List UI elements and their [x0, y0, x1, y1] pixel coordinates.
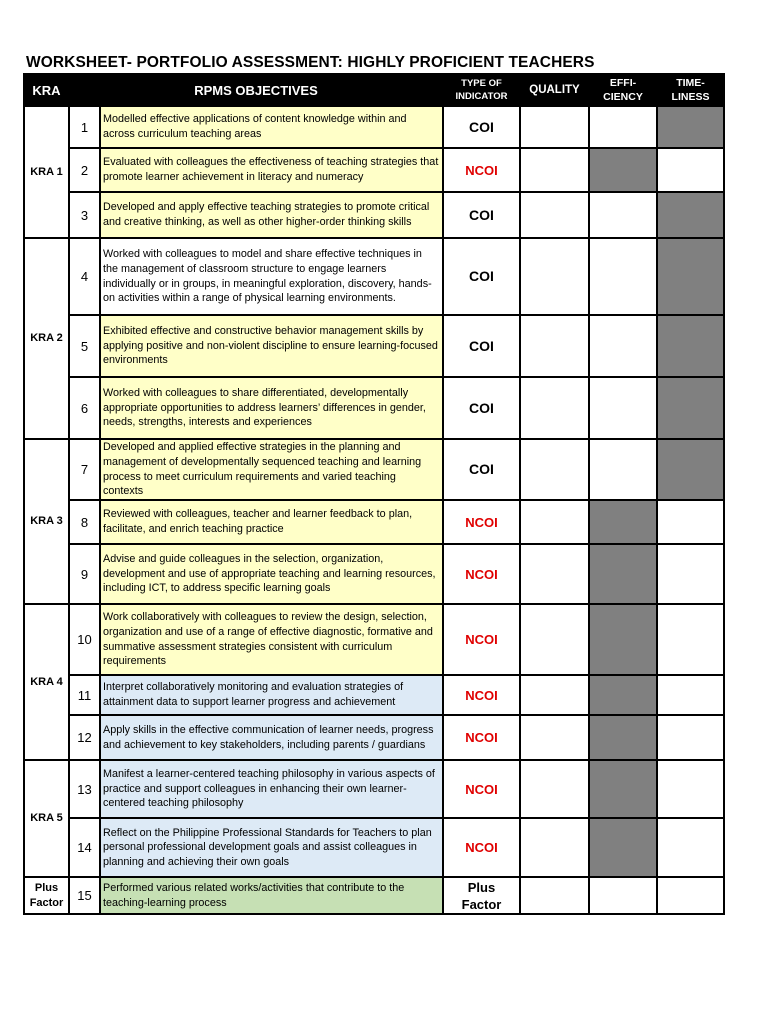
timeliness-cell[interactable] — [657, 148, 724, 192]
objective-text: Work collaboratively with colleagues to review the design, selection, organization and use of a range of effective diagnostic, formative and summative assessment strategies consistent with curriculum requirements — [100, 604, 443, 675]
efficiency-cell[interactable] — [589, 315, 657, 377]
efficiency-cell[interactable] — [589, 238, 657, 315]
quality-cell[interactable] — [520, 106, 589, 148]
table-row — [24, 715, 724, 760]
timeliness-cell-shaded — [657, 192, 724, 238]
quality-cell[interactable] — [520, 818, 589, 877]
indicator-type: NCOI — [443, 500, 520, 544]
efficiency-cell-shaded — [589, 544, 657, 604]
header-timeliness-line2: LINESS — [671, 91, 710, 103]
header-kra: KRA — [24, 74, 69, 106]
indicator-type: COI — [443, 106, 520, 148]
indicator-type: COI — [443, 238, 520, 315]
table-row — [24, 760, 724, 818]
type-plus-line1: Plus — [467, 879, 496, 895]
table-row — [24, 439, 724, 500]
kra-label-plus-factor — [24, 877, 69, 914]
kra-label: KRA 4 — [24, 604, 69, 760]
timeliness-cell-shaded — [657, 106, 724, 148]
objective-text: Exhibited effective and constructive behavior management skills by applying positive and non-violent discipline to ensure learning-focused environments — [100, 315, 443, 377]
objective-text: Performed various related works/activities that contribute to the teaching-learning process — [100, 877, 443, 914]
header-row — [24, 74, 724, 106]
table-row — [24, 675, 724, 715]
quality-cell[interactable] — [520, 604, 589, 675]
row-number: 12 — [69, 715, 100, 760]
quality-cell[interactable] — [520, 675, 589, 715]
row-number: 15 — [69, 877, 100, 914]
timeliness-cell[interactable] — [657, 544, 724, 604]
row-number: 4 — [69, 238, 100, 315]
table-row — [24, 192, 724, 238]
table-row — [24, 238, 724, 315]
efficiency-cell[interactable] — [589, 439, 657, 500]
header-timeliness — [657, 74, 724, 106]
quality-cell[interactable] — [520, 377, 589, 439]
indicator-type: NCOI — [443, 675, 520, 715]
efficiency-cell-shaded — [589, 604, 657, 675]
efficiency-cell-shaded — [589, 500, 657, 544]
row-number: 7 — [69, 439, 100, 500]
quality-cell[interactable] — [520, 148, 589, 192]
type-plus-line2: Factor — [461, 896, 502, 912]
objective-text: Developed and applied effective strategies in the planning and management of developmentally sequenced teaching and learning process to meet curriculum requirements and varied teaching contexts — [100, 439, 443, 500]
timeliness-cell[interactable] — [657, 675, 724, 715]
table-row — [24, 604, 724, 675]
indicator-type: NCOI — [443, 818, 520, 877]
table-row — [24, 877, 724, 914]
indicator-type: COI — [443, 315, 520, 377]
objective-text: Worked with colleagues to share differentiated, developmentally appropriate opportunities to address learners’ differences in gender, needs, strengths, interests and experiences — [100, 377, 443, 439]
timeliness-cell-shaded — [657, 377, 724, 439]
quality-cell[interactable] — [520, 439, 589, 500]
row-number: 10 — [69, 604, 100, 675]
header-type-line2: INDICATOR — [455, 91, 508, 102]
timeliness-cell[interactable] — [657, 818, 724, 877]
objective-text: Developed and apply effective teaching strategies to promote critical and creative thinking, as well as other higher-order thinking skills — [100, 192, 443, 238]
table-row — [24, 818, 724, 877]
header-type-line1: TYPE OF — [461, 78, 502, 89]
row-number: 14 — [69, 818, 100, 877]
objective-text: Interpret collaboratively monitoring and evaluation strategies of attainment data to support learner progress and achievement — [100, 675, 443, 715]
objective-text: Reviewed with colleagues, teacher and learner feedback to plan, facilitate, and enrich teaching practice — [100, 500, 443, 544]
indicator-type: NCOI — [443, 148, 520, 192]
objective-text: Advise and guide colleagues in the selection, organization, development and use of appropriate teaching and learning resources, including ICT, to address specific learning goals — [100, 544, 443, 604]
efficiency-cell[interactable] — [589, 377, 657, 439]
indicator-type: NCOI — [443, 760, 520, 818]
indicator-type: COI — [443, 377, 520, 439]
table-row — [24, 377, 724, 439]
header-efficiency-line1: EFFI- — [609, 77, 637, 89]
kra-plus-line1: Plus — [34, 881, 59, 894]
efficiency-cell-shaded — [589, 148, 657, 192]
quality-cell[interactable] — [520, 877, 589, 914]
row-number: 6 — [69, 377, 100, 439]
header-efficiency — [589, 74, 657, 106]
efficiency-cell-shaded — [589, 818, 657, 877]
indicator-type: COI — [443, 192, 520, 238]
portfolio-assessment-table — [23, 73, 725, 915]
indicator-type: NCOI — [443, 604, 520, 675]
timeliness-cell[interactable] — [657, 760, 724, 818]
quality-cell[interactable] — [520, 544, 589, 604]
efficiency-cell-shaded — [589, 760, 657, 818]
row-number: 9 — [69, 544, 100, 604]
row-number: 1 — [69, 106, 100, 148]
table-row — [24, 106, 724, 148]
timeliness-cell[interactable] — [657, 500, 724, 544]
objective-text: Worked with colleagues to model and share effective techniques in the management of classroom structure to engage learners individually or in groups, in meaningful exploration, discovery, hands-on activities within a range of physical learning environments. — [100, 238, 443, 315]
quality-cell[interactable] — [520, 715, 589, 760]
quality-cell[interactable] — [520, 238, 589, 315]
table-row — [24, 148, 724, 192]
timeliness-cell-shaded — [657, 315, 724, 377]
kra-label: KRA 5 — [24, 760, 69, 877]
timeliness-cell[interactable] — [657, 604, 724, 675]
indicator-type-plus-factor — [443, 877, 520, 914]
objective-text: Modelled effective applications of content knowledge within and across curriculum teaching areas — [100, 106, 443, 148]
objective-text: Reflect on the Philippine Professional Standards for Teachers to plan personal professional development goals and assist colleagues in planning and achieving their own goals — [100, 818, 443, 877]
timeliness-cell-shaded — [657, 439, 724, 500]
row-number: 11 — [69, 675, 100, 715]
indicator-type: NCOI — [443, 544, 520, 604]
header-timeliness-line1: TIME- — [676, 77, 705, 89]
quality-cell[interactable] — [520, 315, 589, 377]
row-number: 13 — [69, 760, 100, 818]
objective-text: Manifest a learner-centered teaching philosophy in various aspects of practice and support colleagues in enhancing their own learner-centered teaching philosophy — [100, 760, 443, 818]
timeliness-cell[interactable] — [657, 877, 724, 914]
table-row — [24, 500, 724, 544]
quality-cell[interactable] — [520, 760, 589, 818]
row-number: 8 — [69, 500, 100, 544]
efficiency-cell[interactable] — [589, 192, 657, 238]
objective-text: Evaluated with colleagues the effectiveness of teaching strategies that promote learner achievement in literacy and numeracy — [100, 148, 443, 192]
kra-label: KRA 3 — [24, 439, 69, 604]
quality-cell[interactable] — [520, 500, 589, 544]
header-efficiency-line2: CIENCY — [603, 91, 643, 103]
row-number: 5 — [69, 315, 100, 377]
efficiency-cell-shaded — [589, 675, 657, 715]
worksheet-title: WORKSHEET- PORTFOLIO ASSESSMENT: HIGHLY PROFICIENT TEACHERS — [26, 54, 595, 71]
timeliness-cell-shaded — [657, 238, 724, 315]
indicator-type: NCOI — [443, 715, 520, 760]
efficiency-cell[interactable] — [589, 877, 657, 914]
header-type-of-indicator — [443, 74, 520, 106]
efficiency-cell[interactable] — [589, 106, 657, 148]
kra-label: KRA 2 — [24, 238, 69, 439]
indicator-type: COI — [443, 439, 520, 500]
quality-cell[interactable] — [520, 192, 589, 238]
header-rpms-objectives: RPMS OBJECTIVES — [69, 74, 443, 106]
objective-text: Apply skills in the effective communication of learner needs, progress and achievement to key stakeholders, including parents / guardians — [100, 715, 443, 760]
table-row — [24, 544, 724, 604]
row-number: 3 — [69, 192, 100, 238]
timeliness-cell[interactable] — [657, 715, 724, 760]
kra-label: KRA 1 — [24, 106, 69, 238]
header-quality: QUALITY — [520, 74, 589, 106]
kra-plus-line2: Factor — [29, 896, 64, 909]
efficiency-cell-shaded — [589, 715, 657, 760]
table-row — [24, 315, 724, 377]
row-number: 2 — [69, 148, 100, 192]
